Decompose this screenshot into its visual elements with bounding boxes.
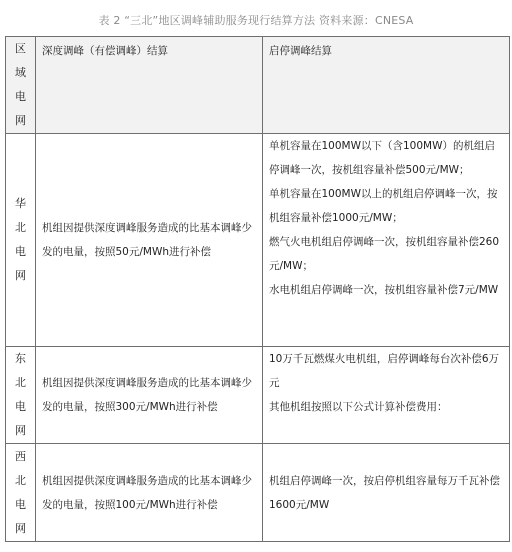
deep-peak-text: 机组因提供深度调峰服务造成的比基本调峰少发的电量，按照100元/MWh进行补偿 [42,474,252,511]
region-label: 西北电网 [15,449,26,535]
region-label: 华北电网 [15,197,26,282]
start-stop-line: 单机容量在100MW以下（含100MW）的机组启停调峰一次，按机组容量补偿500元/MW； [269,140,495,176]
header-region-label: 区域电网 [15,42,26,127]
table-header-row [6,37,510,134]
deep-peak-cell [36,444,263,542]
settlement-table [5,36,510,542]
deep-peak-text: 机组因提供深度调峰服务造成的比基本调峰少发的电量，按照50元/MWh进行补偿 [42,222,252,258]
table-row-huabei [6,134,510,347]
deep-peak-text: 机组因提供深度调峰服务造成的比基本调峰少发的电量，按照300元/MWh进行补偿 [42,377,252,413]
start-stop-line: 其他机组按照以下公式计算补偿费用： [269,401,448,413]
header-deep-peak [36,37,263,134]
header-start-stop [263,37,510,134]
region-cell [6,444,36,542]
region-label: 东北电网 [15,352,26,437]
header-start-stop-label: 启停调峰结算 [269,45,332,57]
start-stop-text [263,134,509,302]
start-stop-text [263,469,509,517]
header-deep-peak-label: 深度调峰（有偿调峰）结算 [42,45,168,57]
deep-peak-cell [36,347,263,444]
start-stop-cell [263,134,510,347]
start-stop-line: 10万千瓦燃煤火电机组，启停调峰每台次补偿6万元 [269,353,500,389]
table-caption: 表 2 “三北”地区调峰辅助服务现行结算方法 资料来源：CNESA [98,14,414,27]
deep-peak-cell [36,134,263,347]
start-stop-cell [263,347,510,444]
start-stop-cell [263,444,510,542]
region-cell [6,347,36,444]
header-region [6,37,36,134]
table-row-xibei [6,444,510,542]
start-stop-line: 燃气火电机组启停调峰一次，按机组容量补偿260元/MW； [269,236,500,272]
region-cell [6,134,36,347]
start-stop-text [263,347,509,419]
start-stop-line: 单机容量在100MW以上的机组启停调峰一次，按机组容量补偿1000元/MW； [269,188,498,224]
start-stop-line: 水电机组启停调峰一次，按机组容量补偿7元/MW [269,284,499,296]
start-stop-line: 机组启停调峰一次，按启停机组容量每万千瓦补偿1600元/MW [269,474,500,511]
table-row-dongbei [6,347,510,444]
